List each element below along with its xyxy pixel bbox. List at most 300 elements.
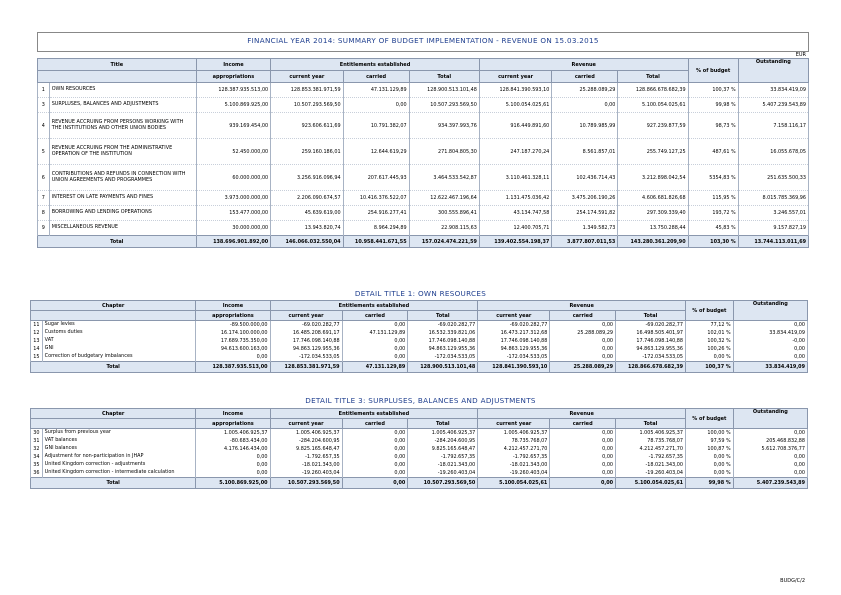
revenue-carried: 8.561.857,01	[552, 139, 618, 165]
row-index: 35	[31, 461, 43, 469]
income-appropriations: 60.000.000,00	[196, 165, 271, 191]
entitlements-total: 94.863.129.955,36	[408, 345, 478, 353]
revenue-total: 17.746.098.140,88	[616, 337, 686, 345]
revenue-total: -19.260.403,04	[616, 469, 686, 478]
income-appropriations: 1.005.406.925,37	[196, 429, 270, 438]
revenue-current-year: 128.841.390.593,10	[479, 83, 551, 98]
entitlements-total: -69.020.282,77	[408, 321, 478, 330]
total-entitlements-carried: 47.131.129,89	[342, 362, 408, 373]
entitlements-current-year: 128.853.381.971,59	[271, 83, 343, 98]
total-entitlements-current-year: 128.853.381.971,59	[270, 362, 342, 373]
outstanding: 0,00	[733, 429, 807, 438]
income-appropriations: 0,00	[196, 461, 270, 469]
entitlements-total: 17.746.098.140,88	[408, 337, 478, 345]
entitlements-total: -18.021.343,00	[408, 461, 478, 469]
detail1-table	[30, 300, 808, 373]
row-index: 32	[31, 445, 43, 453]
total-label: Total	[38, 236, 197, 248]
entitlements-current-year: 94.863.129.955,36	[270, 345, 342, 353]
revenue-total: 5.100.054.025,61	[618, 98, 688, 113]
d3-header-rev-cy: current year	[478, 419, 550, 429]
entitlements-current-year: 13.943.820,74	[271, 221, 343, 236]
income-appropriations: 128.387.935.513,00	[196, 83, 271, 98]
row-title: United Kingdom correction - adjustments	[42, 461, 196, 469]
pct-of-budget: 0,00 %	[686, 353, 734, 362]
revenue-total: 3.212.898.042,54	[618, 165, 688, 191]
entitlements-current-year: -172.034.533,05	[270, 353, 342, 362]
report-title-box	[37, 32, 809, 52]
d3-header-appropriations: appropriations	[196, 419, 270, 429]
table-row	[38, 206, 809, 221]
revenue-total: 94.863.129.955,36	[616, 345, 686, 353]
outstanding: -0,00	[733, 337, 807, 345]
outstanding: 9.157.827,19	[738, 221, 808, 236]
table-row	[31, 429, 808, 438]
revenue-carried: 3.475.206.190,26	[552, 191, 618, 206]
entitlements-total: 128.900.513.101,48	[409, 83, 479, 98]
entitlements-carried: 10.416.376.522,07	[343, 191, 409, 206]
entitlements-current-year: 16.485.208.691,17	[270, 329, 342, 337]
total-revenue-total: 128.866.678.682,39	[616, 362, 686, 373]
entitlements-current-year: -1.792.657,35	[270, 453, 342, 461]
total-row	[31, 362, 808, 373]
pct-of-budget: 0,00 %	[686, 469, 734, 478]
row-title: VAT	[42, 337, 196, 345]
entitlements-carried: 0,00	[342, 321, 408, 330]
row-index: 8	[38, 206, 50, 221]
revenue-carried: 25.288.089,29	[552, 83, 618, 98]
outstanding: 16.055.678,05	[738, 139, 808, 165]
revenue-current-year: 17.746.098.140,88	[478, 337, 550, 345]
table-row	[31, 337, 808, 345]
revenue-current-year: 1.131.475.036,42	[479, 191, 551, 206]
table-row	[38, 98, 809, 113]
entitlements-total: -172.034.533,05	[408, 353, 478, 362]
entitlements-current-year: -69.020.282,77	[270, 321, 342, 330]
row-index: 36	[31, 469, 43, 478]
row-title: Correction of budgetary imbalances	[42, 353, 196, 362]
entitlements-total: 10.507.293.569,50	[409, 98, 479, 113]
d3-header-rev-total: Total	[616, 419, 686, 429]
entitlements-current-year: 9.825.165.648,47	[270, 445, 342, 453]
outstanding: 0,00	[733, 321, 807, 330]
header-pct-budget: % of budget	[688, 59, 738, 83]
row-index: 13	[31, 337, 43, 345]
header-rev-carried: carried	[552, 71, 618, 83]
entitlements-current-year: 17.746.098.140,88	[270, 337, 342, 345]
entitlements-carried: 47.131.129,89	[342, 329, 408, 337]
entitlements-carried: 47.131.129,89	[343, 83, 409, 98]
entitlements-carried: 254.916.277,41	[343, 206, 409, 221]
revenue-total: 927.239.877,59	[618, 113, 688, 139]
pct-of-budget: 100,32 %	[686, 337, 734, 345]
entitlements-current-year: 923.606.611,69	[271, 113, 343, 139]
total-income-appropriations: 138.696.901.892,00	[196, 236, 271, 248]
total-revenue-current-year: 139.402.554.198,37	[479, 236, 551, 248]
d1-header-appropriations: appropriations	[196, 311, 270, 321]
table-row	[38, 139, 809, 165]
table-row	[38, 113, 809, 139]
row-title: MISCELLANEOUS REVENUE	[49, 221, 196, 236]
entitlements-carried: 12.644.619,29	[343, 139, 409, 165]
total-label: Total	[31, 478, 196, 489]
d3-header-blank	[31, 419, 196, 429]
detail3-title: DETAIL TITLE 3: SURPLUSES, BALANCES AND ADJUSTMENTS	[305, 396, 536, 405]
revenue-total: 1.005.406.925,37	[616, 429, 686, 438]
outstanding: 0,00	[733, 353, 807, 362]
table-row	[31, 469, 808, 478]
revenue-current-year: 12.400.705,71	[479, 221, 551, 236]
pct-of-budget: 98,73 %	[688, 113, 738, 139]
revenue-current-year: -19.260.403,04	[478, 469, 550, 478]
entitlements-carried: 207.617.445,93	[343, 165, 409, 191]
d3-header-ent-carried: carried	[342, 419, 408, 429]
entitlements-carried: 0,00	[342, 345, 408, 353]
income-appropriations: 5.100.869.925,00	[196, 98, 271, 113]
revenue-carried: 1.349.582,73	[552, 221, 618, 236]
total-revenue-carried: 25.288.089,29	[550, 362, 616, 373]
header-appropriations: appropriations	[196, 71, 271, 83]
d3-header-chapter: Chapter	[31, 409, 196, 419]
revenue-carried: 254.174.591,82	[552, 206, 618, 221]
pct-of-budget: 100,00 %	[686, 429, 734, 438]
entitlements-total: 934.397.993,76	[409, 113, 479, 139]
income-appropriations: 94.613.600.163,00	[196, 345, 270, 353]
revenue-carried: 0,00	[550, 353, 616, 362]
row-index: 15	[31, 353, 43, 362]
total-revenue-carried: 3.877.807.011,53	[552, 236, 618, 248]
d3-header-revenue: Revenue	[478, 409, 686, 419]
total-revenue-current-year: 5.100.054.025,61	[478, 478, 550, 489]
revenue-current-year: 94.863.129.955,36	[478, 345, 550, 353]
pct-of-budget: 102,01 %	[686, 329, 734, 337]
header-outstanding: Outstanding	[738, 59, 808, 83]
revenue-carried: 0,00	[550, 437, 616, 445]
entitlements-current-year: 3.256.916.096,94	[271, 165, 343, 191]
revenue-current-year: 3.110.461.328,11	[479, 165, 551, 191]
total-label: Total	[31, 362, 196, 373]
pct-of-budget: 99,98 %	[688, 98, 738, 113]
revenue-total: 4.212.457.271,70	[616, 445, 686, 453]
table-row	[31, 345, 808, 353]
header-rev-current-year: current year	[479, 71, 551, 83]
entitlements-total: 3.464.533.542,87	[409, 165, 479, 191]
outstanding: 5.407.239.543,89	[738, 98, 808, 113]
entitlements-total: 1.005.406.925,37	[408, 429, 478, 438]
entitlements-total: -1.792.657,35	[408, 453, 478, 461]
d1-header-ent-total: Total	[408, 311, 478, 321]
total-entitlements-total: 10.507.293.569,50	[408, 478, 478, 489]
revenue-current-year: 4.212.457.271,70	[478, 445, 550, 453]
total-pct-of-budget: 100,37 %	[686, 362, 734, 373]
row-title: REVENUE ACCRUING FROM THE ADMINISTRATIVE OPERATION OF THE INSTITUTION	[49, 139, 196, 165]
header-rev-total: Total	[618, 71, 688, 83]
row-index: 6	[38, 165, 50, 191]
header-income: Income	[196, 59, 271, 71]
total-revenue-total: 5.100.054.025,61	[616, 478, 686, 489]
entitlements-current-year: 259.160.186,01	[271, 139, 343, 165]
revenue-total: 16.498.505.401,97	[616, 329, 686, 337]
header-ent-carried: carried	[343, 71, 409, 83]
pct-of-budget: 0,00 %	[686, 461, 734, 469]
header-entitlements: Entitlements established	[271, 59, 480, 71]
pct-of-budget: 77,12 %	[686, 321, 734, 330]
table-row	[38, 221, 809, 236]
row-index: 14	[31, 345, 43, 353]
revenue-total: -172.034.533,05	[616, 353, 686, 362]
d3-header-outstanding: Outstanding	[733, 409, 807, 429]
entitlements-total: 22.908.115,63	[409, 221, 479, 236]
revenue-total: 297.309.339,40	[618, 206, 688, 221]
d1-header-rev-cy: current year	[478, 311, 550, 321]
revenue-total: 13.750.288,44	[618, 221, 688, 236]
revenue-total: -69.020.282,77	[616, 321, 686, 330]
revenue-carried: 25.288.089,29	[550, 329, 616, 337]
d1-header-rev-total: Total	[616, 311, 686, 321]
revenue-current-year: 1.005.406.925,37	[478, 429, 550, 438]
table-row	[31, 321, 808, 330]
revenue-total: 128.866.678.682,39	[618, 83, 688, 98]
revenue-carried: 0,00	[550, 345, 616, 353]
d1-header-rev-carried: carried	[550, 311, 616, 321]
header-ent-total: Total	[409, 71, 479, 83]
income-appropriations: 52.450.000,00	[196, 139, 271, 165]
d3-header-ent-total: Total	[408, 419, 478, 429]
entitlements-total: 16.532.339.821,06	[408, 329, 478, 337]
row-title: GNI balances	[42, 445, 196, 453]
pct-of-budget: 100,37 %	[688, 83, 738, 98]
revenue-total: -1.792.657,35	[616, 453, 686, 461]
total-entitlements-current-year: 10.507.293.569,50	[270, 478, 342, 489]
entitlements-total: -284.204.600,95	[408, 437, 478, 445]
total-outstanding: 13.744.113.011,69	[738, 236, 808, 248]
revenue-carried: 0,00	[550, 453, 616, 461]
revenue-current-year: 16.473.217.312,68	[478, 329, 550, 337]
currency-label: EUR	[795, 52, 806, 58]
total-row	[31, 478, 808, 489]
income-appropriations: 3.973.000.000,00	[196, 191, 271, 206]
pct-of-budget: 45,83 %	[688, 221, 738, 236]
revenue-carried: 0,00	[550, 461, 616, 469]
table-row	[38, 83, 809, 98]
revenue-current-year: -18.021.343,00	[478, 461, 550, 469]
row-index: 4	[38, 113, 50, 139]
row-title: REVENUE ACCRUING FROM PERSONS WORKING WITH THE INSTITUTIONS AND OTHER UNION BODIES	[49, 113, 196, 139]
row-index: 3	[38, 98, 50, 113]
d3-header-ent-cy: current year	[270, 419, 342, 429]
revenue-total: -18.021.343,00	[616, 461, 686, 469]
row-index: 34	[31, 453, 43, 461]
income-appropriations: 30.000.000,00	[196, 221, 271, 236]
header-title: Title	[38, 59, 197, 71]
table-row	[38, 191, 809, 206]
total-row	[38, 236, 809, 248]
header-revenue: Revenue	[479, 59, 688, 71]
total-revenue-current-year: 128.841.390.593,10	[478, 362, 550, 373]
d1-header-revenue: Revenue	[478, 301, 686, 311]
revenue-carried: 0,00	[550, 429, 616, 438]
pct-of-budget: 0,00 %	[686, 453, 734, 461]
report-title: FINANCIAL YEAR 2014: SUMMARY OF BUDGET IMPLEMENTATION - REVENUE ON 15.03.2015	[247, 36, 599, 45]
entitlements-carried: 0,00	[342, 429, 408, 438]
outstanding: 7.158.116,17	[738, 113, 808, 139]
row-index: 30	[31, 429, 43, 438]
entitlements-carried: 0,00	[342, 437, 408, 445]
total-outstanding: 33.834.419,09	[733, 362, 807, 373]
revenue-carried: 0,00	[550, 337, 616, 345]
row-title: Surplus from previous year	[42, 429, 196, 438]
summary-table	[37, 58, 809, 248]
income-appropriations: -80.683.434,00	[196, 437, 270, 445]
entitlements-carried: 10.791.382,07	[343, 113, 409, 139]
header-ent-current-year: current year	[271, 71, 343, 83]
d3-header-entitlements: Entitlements established	[270, 409, 478, 419]
revenue-carried: 0,00	[550, 321, 616, 330]
d1-header-pct-budget: % of budget	[686, 301, 734, 321]
entitlements-carried: 0,00	[343, 98, 409, 113]
outstanding: 0,00	[733, 469, 807, 478]
income-appropriations: 0,00	[196, 353, 270, 362]
total-outstanding: 5.407.239.543,89	[733, 478, 807, 489]
revenue-carried: 10.789.985,99	[552, 113, 618, 139]
row-title: VAT balances	[42, 437, 196, 445]
entitlements-total: 271.804.805,30	[409, 139, 479, 165]
pct-of-budget: 100,26 %	[686, 345, 734, 353]
income-appropriations: 4.176.146.434,00	[196, 445, 270, 453]
outstanding: 0,00	[733, 453, 807, 461]
entitlements-total: -19.260.403,04	[408, 469, 478, 478]
row-title: OWN RESOURCES	[49, 83, 196, 98]
entitlements-current-year: -284.204.600,95	[270, 437, 342, 445]
entitlements-total: 9.825.165.648,47	[408, 445, 478, 453]
row-title: BORROWING AND LENDING OPERATIONS	[49, 206, 196, 221]
row-title: Sugar levies	[42, 321, 196, 330]
table-row	[31, 329, 808, 337]
revenue-current-year: 78.735.768,07	[478, 437, 550, 445]
income-appropriations: 0,00	[196, 469, 270, 478]
revenue-current-year: -172.034.533,05	[478, 353, 550, 362]
income-appropriations: 17.689.735.350,00	[196, 337, 270, 345]
row-title: CONTRIBUTIONS AND REFUNDS IN CONNECTION WITH UNION AGREEMENTS AND PROGRAMMES	[49, 165, 196, 191]
row-title: GNI	[42, 345, 196, 353]
revenue-current-year: 916.449.891,60	[479, 113, 551, 139]
outstanding: 0,00	[733, 461, 807, 469]
entitlements-current-year: 10.507.293.569,50	[271, 98, 343, 113]
revenue-carried: 102.436.714,43	[552, 165, 618, 191]
income-appropriations: 0,00	[196, 453, 270, 461]
total-entitlements-carried: 0,00	[342, 478, 408, 489]
outstanding: 33.834.419,09	[733, 329, 807, 337]
total-entitlements-carried: 10.958.441.671,55	[343, 236, 409, 248]
d1-header-ent-carried: carried	[342, 311, 408, 321]
row-index: 1	[38, 83, 50, 98]
row-index: 9	[38, 221, 50, 236]
pct-of-budget: 100,87 %	[686, 445, 734, 453]
revenue-total: 78.735.768,07	[616, 437, 686, 445]
entitlements-carried: 0,00	[342, 469, 408, 478]
d3-header-rev-carried: carried	[550, 419, 616, 429]
total-pct-of-budget: 99,98 %	[686, 478, 734, 489]
entitlements-current-year: 45.639.619,00	[271, 206, 343, 221]
income-appropriations: -89.500.000,00	[196, 321, 270, 330]
row-index: 31	[31, 437, 43, 445]
entitlements-carried: 0,00	[342, 353, 408, 362]
entitlements-carried: 0,00	[342, 337, 408, 345]
income-appropriations: 939.169.454,00	[196, 113, 271, 139]
outstanding: 251.635.500,33	[738, 165, 808, 191]
entitlements-current-year: -18.021.343,00	[270, 461, 342, 469]
row-title: United Kingdom correction - intermediate calculation	[42, 469, 196, 478]
pct-of-budget: 487,61 %	[688, 139, 738, 165]
income-appropriations: 153.477.000,00	[196, 206, 271, 221]
row-title: INTEREST ON LATE PAYMENTS AND FINES	[49, 191, 196, 206]
entitlements-carried: 0,00	[342, 445, 408, 453]
total-entitlements-total: 157.024.474.221,59	[409, 236, 479, 248]
table-row	[31, 445, 808, 453]
total-income-appropriations: 128.387.935.513,00	[196, 362, 270, 373]
revenue-carried: 0,00	[552, 98, 618, 113]
outstanding: 3.246.557,01	[738, 206, 808, 221]
entitlements-current-year: -19.260.403,04	[270, 469, 342, 478]
revenue-current-year: -69.020.282,77	[478, 321, 550, 330]
row-title: Customs duties	[42, 329, 196, 337]
revenue-current-year: 43.134.747,58	[479, 206, 551, 221]
table-row	[31, 453, 808, 461]
outstanding: 8.015.785.369,96	[738, 191, 808, 206]
pct-of-budget: 5354,83 %	[688, 165, 738, 191]
entitlements-carried: 0,00	[342, 461, 408, 469]
income-appropriations: 16.174.100.000,00	[196, 329, 270, 337]
table-row	[38, 165, 809, 191]
revenue-current-year: 5.100.054.025,61	[479, 98, 551, 113]
detail3-table	[30, 408, 808, 489]
pct-of-budget: 97,59 %	[686, 437, 734, 445]
revenue-total: 4.606.681.826,68	[618, 191, 688, 206]
total-entitlements-total: 128.900.513.101,48	[408, 362, 478, 373]
header-blank	[38, 71, 197, 83]
pct-of-budget: 115,95 %	[688, 191, 738, 206]
revenue-current-year: -1.792.657,35	[478, 453, 550, 461]
table-row	[31, 437, 808, 445]
d1-header-ent-cy: current year	[270, 311, 342, 321]
total-income-appropriations: 5.100.869.925,00	[196, 478, 270, 489]
d1-header-chapter: Chapter	[31, 301, 196, 311]
revenue-carried: 0,00	[550, 469, 616, 478]
row-title: Adjustment for non-participation in JHAP	[42, 453, 196, 461]
d3-header-income: Income	[196, 409, 270, 419]
total-revenue-carried: 0,00	[550, 478, 616, 489]
outstanding: 205.468.832,88	[733, 437, 807, 445]
footer-code: BUDG/C/2	[780, 578, 805, 584]
outstanding: 33.834.419,09	[738, 83, 808, 98]
row-index: 5	[38, 139, 50, 165]
entitlements-total: 300.555.896,41	[409, 206, 479, 221]
total-entitlements-current-year: 146.066.032.550,04	[271, 236, 343, 248]
row-title: SURPLUSES, BALANCES AND ADJUSTMENTS	[49, 98, 196, 113]
row-index: 7	[38, 191, 50, 206]
d1-header-income: Income	[196, 301, 270, 311]
revenue-carried: 0,00	[550, 445, 616, 453]
d1-header-blank	[31, 311, 196, 321]
total-revenue-total: 143.280.361.209,90	[618, 236, 688, 248]
row-index: 11	[31, 321, 43, 330]
entitlements-total: 12.622.467.196,64	[409, 191, 479, 206]
entitlements-carried: 0,00	[342, 453, 408, 461]
pct-of-budget: 193,72 %	[688, 206, 738, 221]
row-index: 12	[31, 329, 43, 337]
d1-header-entitlements: Entitlements established	[270, 301, 478, 311]
detail1-title: DETAIL TITLE 1: OWN RESOURCES	[354, 289, 487, 298]
